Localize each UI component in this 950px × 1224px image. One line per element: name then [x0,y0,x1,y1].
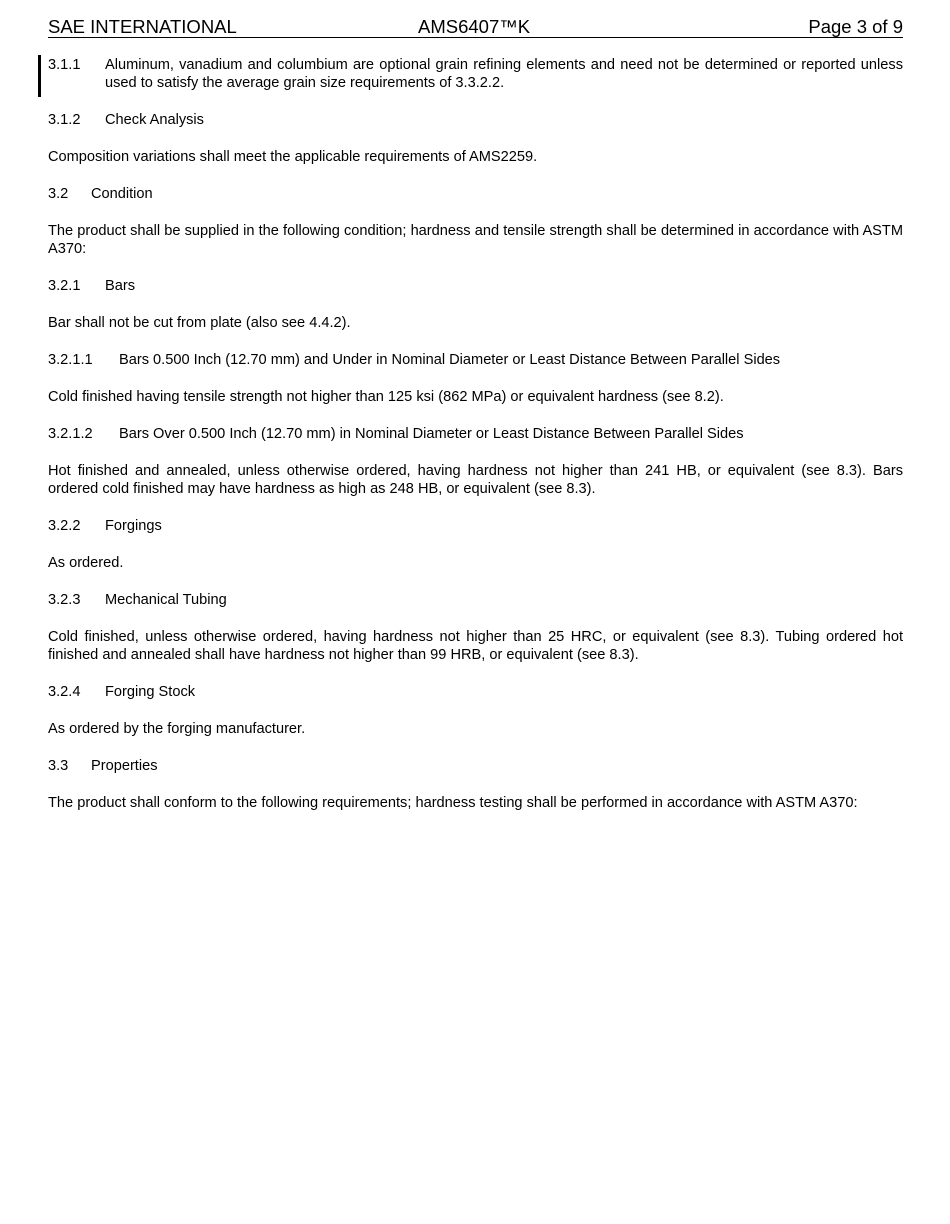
paragraph-properties: The product shall conform to the following requirements; hardness testing shall be performed in accordance with ASTM A370: [48,795,858,811]
paragraph-mechanical-tubing: Cold finished, unless otherwise ordered, having hardness not higher than 25 HRC, or equivalent (see 8.3). Tubing ordered hot finished and annealed shall have hardness not higher than 99 HRB, or equivalent (see 8.3). [48,629,903,663]
paragraph-bars: Bar shall not be cut from plate (also see 4.4.2). [48,315,351,331]
section-3-3-heading [48,757,903,775]
revision-change-bar [38,55,41,97]
section-3-2-1-2-heading [48,425,903,443]
page-header [48,16,903,38]
paragraph-forging-stock: As ordered by the forging manufacturer. [48,721,306,737]
section-title: Check Analysis [105,112,204,128]
section-3-2-3-heading [48,591,903,609]
section-3-1-2-heading [48,111,903,129]
section-3-2-4-heading [48,683,903,701]
section-title: Forging Stock [105,684,196,700]
header-page-number: Page 3 of 9 [808,16,903,37]
section-number: 3.3 [48,758,69,774]
paragraph-forgings: As ordered. [48,555,124,571]
paragraph-bars-under: Cold finished having tensile strength not higher than 125 ksi (862 MPa) or equivalent hardness (see 8.2). [48,389,724,405]
section-3-2-1-heading [48,277,903,295]
section-3-2-heading [48,185,903,203]
section-3-1-1 [48,56,903,92]
paragraph-bars-over: Hot finished and annealed, unless otherwise ordered, having hardness not higher than 241 HB, or equivalent (see 8.3). Bars ordered cold finished may have hardness as high as 248 HB, or equivalent (see 8.3). [48,463,903,497]
section-number: 3.2.3 [48,592,81,608]
section-text: Aluminum, vanadium and columbium are optional grain refining elements and need not be determined or reported unless used to satisfy the average grain size requirements of 3.3.2.2. [105,57,903,91]
section-number: 3.2.1.1 [48,352,93,368]
paragraph-check-analysis: Composition variations shall meet the applicable requirements of AMS2259. [48,149,538,165]
section-number: 3.1.1 [48,57,81,73]
paragraph-condition: The product shall be supplied in the following condition; hardness and tensile strength shall be determined in accordance with ASTM A370: [48,223,903,257]
header-org: SAE INTERNATIONAL [48,16,237,37]
section-title: Bars 0.500 Inch (12.70 mm) and Under in Nominal Diameter or Least Distance Between Parallel Sides [119,352,781,368]
section-number: 3.2.2 [48,518,81,534]
section-3-2-2-heading [48,517,903,535]
section-title: Condition [91,186,153,202]
document-body [48,56,903,831]
section-number: 3.2.4 [48,684,81,700]
header-doc-id: AMS6407™K [418,16,531,37]
section-title: Bars Over 0.500 Inch (12.70 mm) in Nominal Diameter or Least Distance Between Parallel Sides [119,426,744,442]
section-title: Bars [105,278,136,294]
section-title: Forgings [105,518,162,534]
section-number: 3.2 [48,186,69,202]
section-number: 3.1.2 [48,112,81,128]
section-3-2-1-1-heading [48,351,903,369]
section-number: 3.2.1.2 [48,426,93,442]
section-title: Mechanical Tubing [105,592,227,608]
section-number: 3.2.1 [48,278,81,294]
section-title: Properties [91,758,158,774]
